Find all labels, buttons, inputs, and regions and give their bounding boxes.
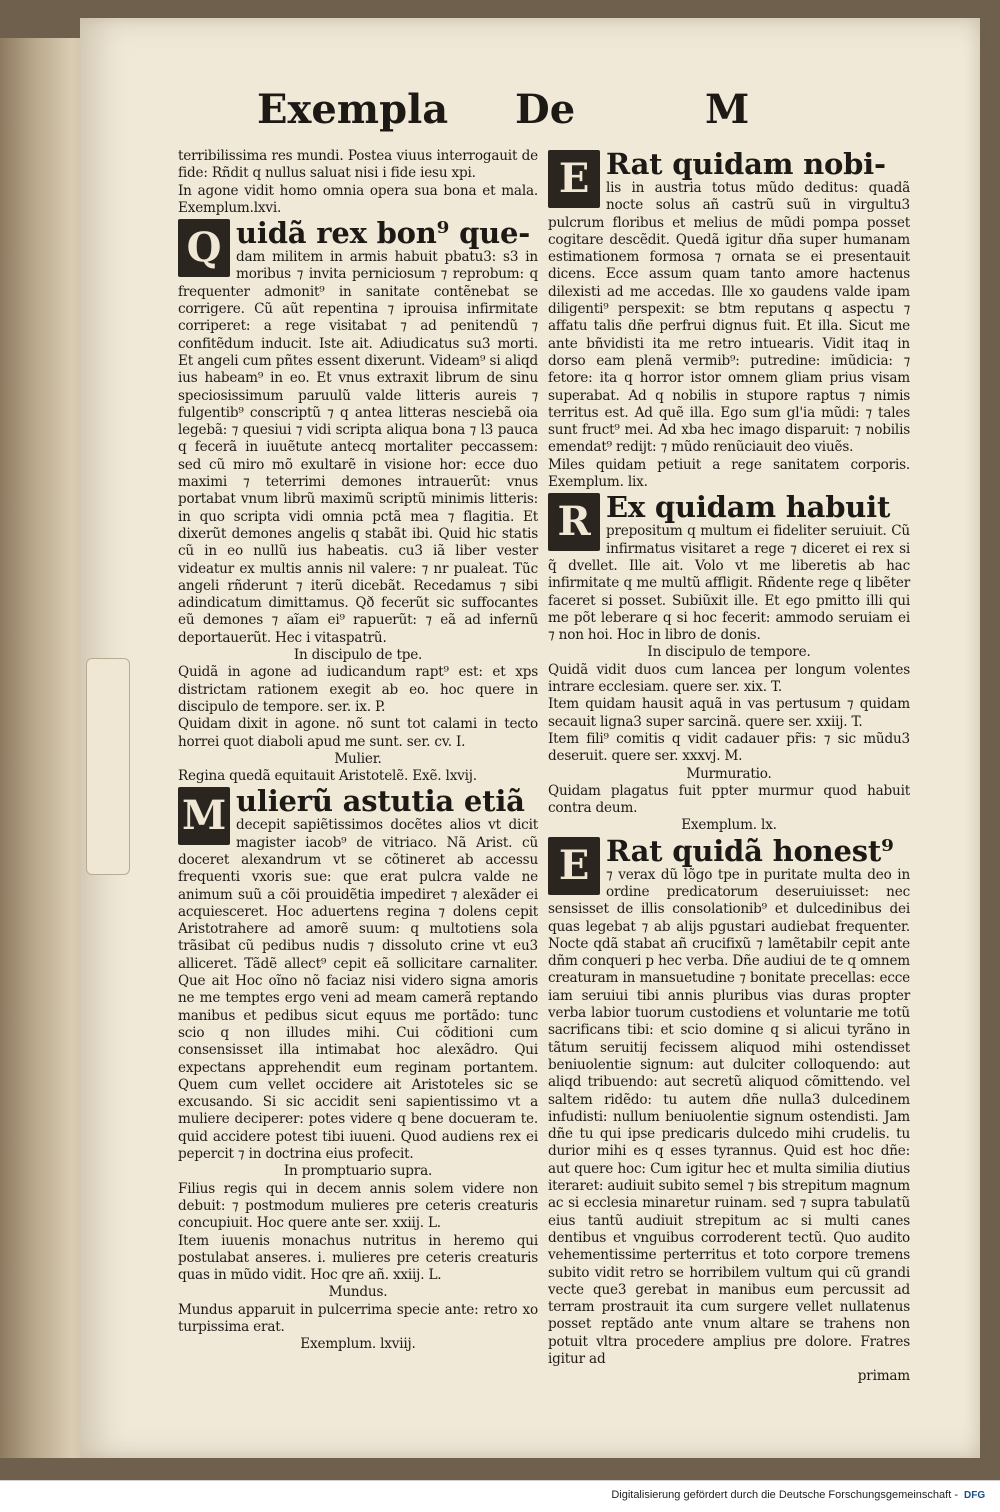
section-heading: [548, 490, 910, 546]
decorated-initial: Q: [178, 219, 230, 277]
section-heading: [178, 784, 538, 840]
reference: In promptuario supra.: [283, 1163, 433, 1180]
dfg-logo: DFG: [964, 1490, 986, 1501]
page-marker-tab: [86, 658, 130, 875]
footer-bar: [0, 1480, 1000, 1512]
header-left: Exempla: [257, 86, 449, 133]
paragraph: dam militem in armis habuit pbatu3: s3 in moribus ⁊ invita perniciosum ⁊ reprobum: q frequenter admonit⁹ in sanitate contẽnebat se corrigere. Cũ aũt repentina ⁊ iprouisa infirmitate corriperet: a rege visitabat ⁊ ad penitendũ ⁊ confitẽdum inducit. Iste ait. Adiudicatus su3 morti. Et angeli cum pñtes essent dixerunt. Videam⁹ si aliqd ius habeam⁹ in eo. Et vnus extraxit librum de sinu speciosissimum paruulũ valde litteris aureis ⁊ fulgentib⁹ conscriptũ ⁊ q antea litteras nesciebã oia legebã: ⁊ quesiui ⁊ vidi scripta aliqua bona ⁊ l3 pauca q fecerã in iuuẽtute antecq mortaliter peccassem: sed cũ miro mõ exultarẽ in visione hor: ecce duo maximi ⁊ teterrimi demones intrauerũt: vnus portabat vnum librũ maximũ scriptũ minimis litteris: in quo scripta vidi omnia pctã mea ⁊ flagitia. Et dixerũt demones angelis q stabãt ibi. Quid hic statis cũ in eo nullũ ius habeatis. cu3 iã liber vester videatur ex multis annis nil valere: ⁊ nr pualeat. Tũc angeli rñderunt ⁊ iterũ dicebãt. Recedamus ⁊ sibi adindicatum dimittamus. Qð fecerũt sic suffocantes eũ demones ⁊ aĩam ei⁹ rapuerũt: ⁊ eã ad infernũ deportauerũt. Hec i vitaspatrũ.: [178, 249, 538, 646]
subject-title: Mundus.: [328, 1284, 388, 1301]
paragraph: Mundus apparuit in pulcerrima specie ante: retro xo turpissima erat.: [178, 1301, 538, 1335]
decorated-initial: M: [178, 787, 230, 845]
paragraph: Regina quedã equitauit Aristotelẽ. Exẽ. lxvij.: [178, 768, 477, 785]
heading-text: uidã rex bon⁹ que-: [236, 216, 531, 251]
catchword: primam: [857, 1368, 910, 1385]
reference: In discipulo de tpe.: [293, 647, 423, 664]
paragraph: Quidam dixit in agone. nõ sunt tot calami in tecto horrei quot diaboli apud me sunt. ser. cv. I.: [178, 716, 538, 750]
paragraph: Item fili⁹ comitis q vidit cadauer pr̃is: ⁊ sic mũdu3 deseruit. quere ser. xxxvj. M.: [548, 730, 910, 765]
subject-title: Murmuratio.: [686, 765, 772, 782]
paragraph: Miles quidam petiuit a rege sanitatem corporis. Exemplum. lix.: [548, 456, 910, 491]
paragraph: ⁊ verax dũ lõgo tpe in puritate multa deo in ordine predicatorum deseruiuisset: nec sensisset de illis consolationib⁹ et dulcedinibus dei quas legebat ⁊ ab alijs pgustari audiebat frequenter. Nocte qdã stabat añ crucifixũ ⁊ lamẽtabilr cepit ante dñm conqueri p hec verba. Dñe audiui de te q omnem creaturam in mansuetudine ⁊ bonitate precellas: ecce iam seruiui tibi annis pluribus vias duras propter verba labior tuorum custodiens et voluntarie me totũ sacrificans tibi: et scio domine q si alicui tyrãno in tãtum seruitij fecissem aliquod mihi ostendisset beniuolentie signum: aut dulciter colloquendo: aut aliqd tribuendo: aut secretũ aliquod cõmittendo. vel saltem ridẽdo: tu autem dñe nulla3 dulcedinem infudisti: nullum beniuolentie signum ostendisti. Jam dñe tu qui ipse predicaris dulcedo mihi crudelis. tu durior mihi es q esses tyrannus. Quid est hoc dñe: aut quere hoc: Cum igitur hec et multa similia diutius iteraret: audiuit subito semel ⁊ bis strepitum magnum ac si ecclesia minaretur ruinam. sed ⁊ supra tabulatũ eius tantũ audiuit strepitum ac si multi canes dentibus et vnguibus corroderent tectũ. Quo audito vehementissime perterritus et toto corpore tremens subito vidit retro se horribilem vultum qui cũ grandi vecte que3 gerebat in manibus eum percussit ad terram prostrauit ita cum surgere vellet nullatenus posset reptãdo ante vnum altare se trahens non potuit vltra procedere amplius pre dolore. Fratres igitur ad: [548, 866, 910, 1367]
paragraph: Quidã vidit duos cum lancea per longum volentes intrare ecclesiam. quere ser. xix. T.: [548, 661, 910, 696]
heading-text: ulierũ astutia etiã: [236, 784, 525, 819]
paragraph: Item iuuenis monachus nutritus in heremo qui postulabat anseres. i. mulieres pre ceteris creaturis quas in mũdo vidit. Hoc qre añ. xxiij. L.: [178, 1232, 538, 1284]
exemplum-label: Exemplum. lxviij.: [300, 1336, 416, 1353]
paragraph: terribilissima res mundi. Postea viuus interrogauit de fide: Rñdit q nullus saluat nisi i fide iesu xpi.: [178, 148, 538, 182]
paragraph: In agone vidit homo omnia opera sua bona et mala. Exemplum.lxvi.: [178, 182, 538, 216]
heading-text: Rat quidam nobi-: [606, 147, 886, 181]
exemplum-label: Exemplum. lx.: [681, 817, 777, 834]
running-header: [175, 86, 935, 141]
section-heading: [178, 216, 538, 272]
paragraph: Item quidam hausit aquã in vas pertusum ⁊ quidam secauit ligna3 super sarcinã. quere ser. xxiij. T.: [548, 696, 910, 730]
decorated-initial: R: [548, 493, 600, 551]
paragraph: Quidam plagatus fuit ppter murmur quod habuit contra deum.: [548, 782, 910, 817]
paragraph: prepositum q multum ei fideliter seruiuit. Cũ infirmatus visitaret a rege ⁊ diceret ei rex si q̃ dvellet. Ille ait. Volo vt me liberetis ab hac infirmitate q me multũ affligit. Rñdente rege q libẽter faceret si posset. Subiũxit ille. Et ego pmitto illi qui me põt leberare q si hoc fecerit: ammodo seruiam ei ⁊ non hoi. Hoc in libro de donis.: [548, 523, 910, 644]
header-center: De: [515, 86, 576, 133]
section-heading: [548, 833, 910, 889]
paragraph: decepit sapiẽtissimos docẽtes alios vt dicit magister iacob⁹ de vitriaco. Nã Arist. cũ doceret alexandrum vt se cõtineret ab accessu frequenti vxoris sue: que erat pulcra valde ne animum suũ a cõi prouidẽtia impediret ⁊ alexãder ei acquiesceret. Hoc aduertens regina ⁊ dolens cepit Aristotrahere ad amorẽ suum: q multotiens sola trãsibat cũ pedibus nudis ⁊ dissoluto crine vt eu3 alliceret. Tãdẽ allect⁹ cepit eã sollicitare carnaliter. Que ait Hoc oĩno nõ faciaz nisi videro signa amoris ne me temptes ergo veni ad meam camerã reptando manibus et pedibus sicut equus me portãdo: tunc scio q non illudes mihi. Cui cõditioni cum consensisset illa intimabat hoc alexãdro. Qui expectans apprehendit eum reginam portantem. Quem cum vellet occidere ait Aristoteles sic se excusando. Si sic accidit seni sapientissimo vt a muliere deciperer: potes videre q bene docueram te. quid accidere potest tibi iuueni. Quod audiens rex ei pepercit ⁊ in doctrina eius profecit.: [178, 817, 538, 1163]
decorated-initial: E: [548, 150, 600, 208]
paragraph: Quidã in agone ad iudicandum rapt⁹ est: et xps districtam rationem exegit ab eo. hoc quere in discipulo de tempore. ser. ix. P.: [178, 664, 538, 715]
paragraph: lis in austria totus mũdo deditus: quadã nocte solus añ castrũ suũ in virgultu3 pulcrum floribus et melius de mũdi pompa posset cogitare descẽdit. Quedã igitur dña super humanam estimationem formosa ⁊ ornata se ei presentauit dicens. Ecce assum quam tanto amore hactenus dilexisti ad me accedas. Ille xo gaudens valde ipam diligenti⁹ perspexit: se btm reputans q aspectu ⁊ affatu talis dñe perfrui dignus fuit. Et illa. Sicut me ante bñvidisti ita me retro intuearis. Vidit itaq in dorso eam plenã vermib⁹: putredine: imũdicia: ⁊ fetore: ita q horror istor omnem gliam prius visam superabat. Ad q nobilis in stupore raptus ⁊ nimis territus est. Ad quẽ illa. Ego sum gl'ia mũdi: ⁊ tales sunt fruct⁹ mei. Ad xba hec imago disparuit: ⁊ nobilis emendat⁹ redijt: ⁊ mũdo renũciauit deo viuẽs.: [548, 180, 910, 456]
section-heading: [548, 147, 910, 202]
left-column: [178, 148, 538, 1354]
right-column: [548, 148, 910, 1386]
heading-text: Rat quidã honest⁹: [606, 833, 894, 868]
subject-title: Mulier.: [334, 750, 382, 767]
decorated-initial: E: [548, 837, 600, 895]
paragraph: Filius regis qui in decem annis solem videre non debuit: ⁊ postmodum mulieres pre ceteris creaturis concupiuit. Hoc quere ante ser. xxiij. L.: [178, 1180, 538, 1232]
footer-credit: Digitalisierung gefördert durch die Deutsche Forschungsgemeinschaft -: [611, 1489, 958, 1501]
heading-text: Ex quidam habuit: [606, 490, 891, 525]
header-right: M: [705, 86, 750, 133]
reference: In discipulo de tempore.: [647, 644, 811, 661]
